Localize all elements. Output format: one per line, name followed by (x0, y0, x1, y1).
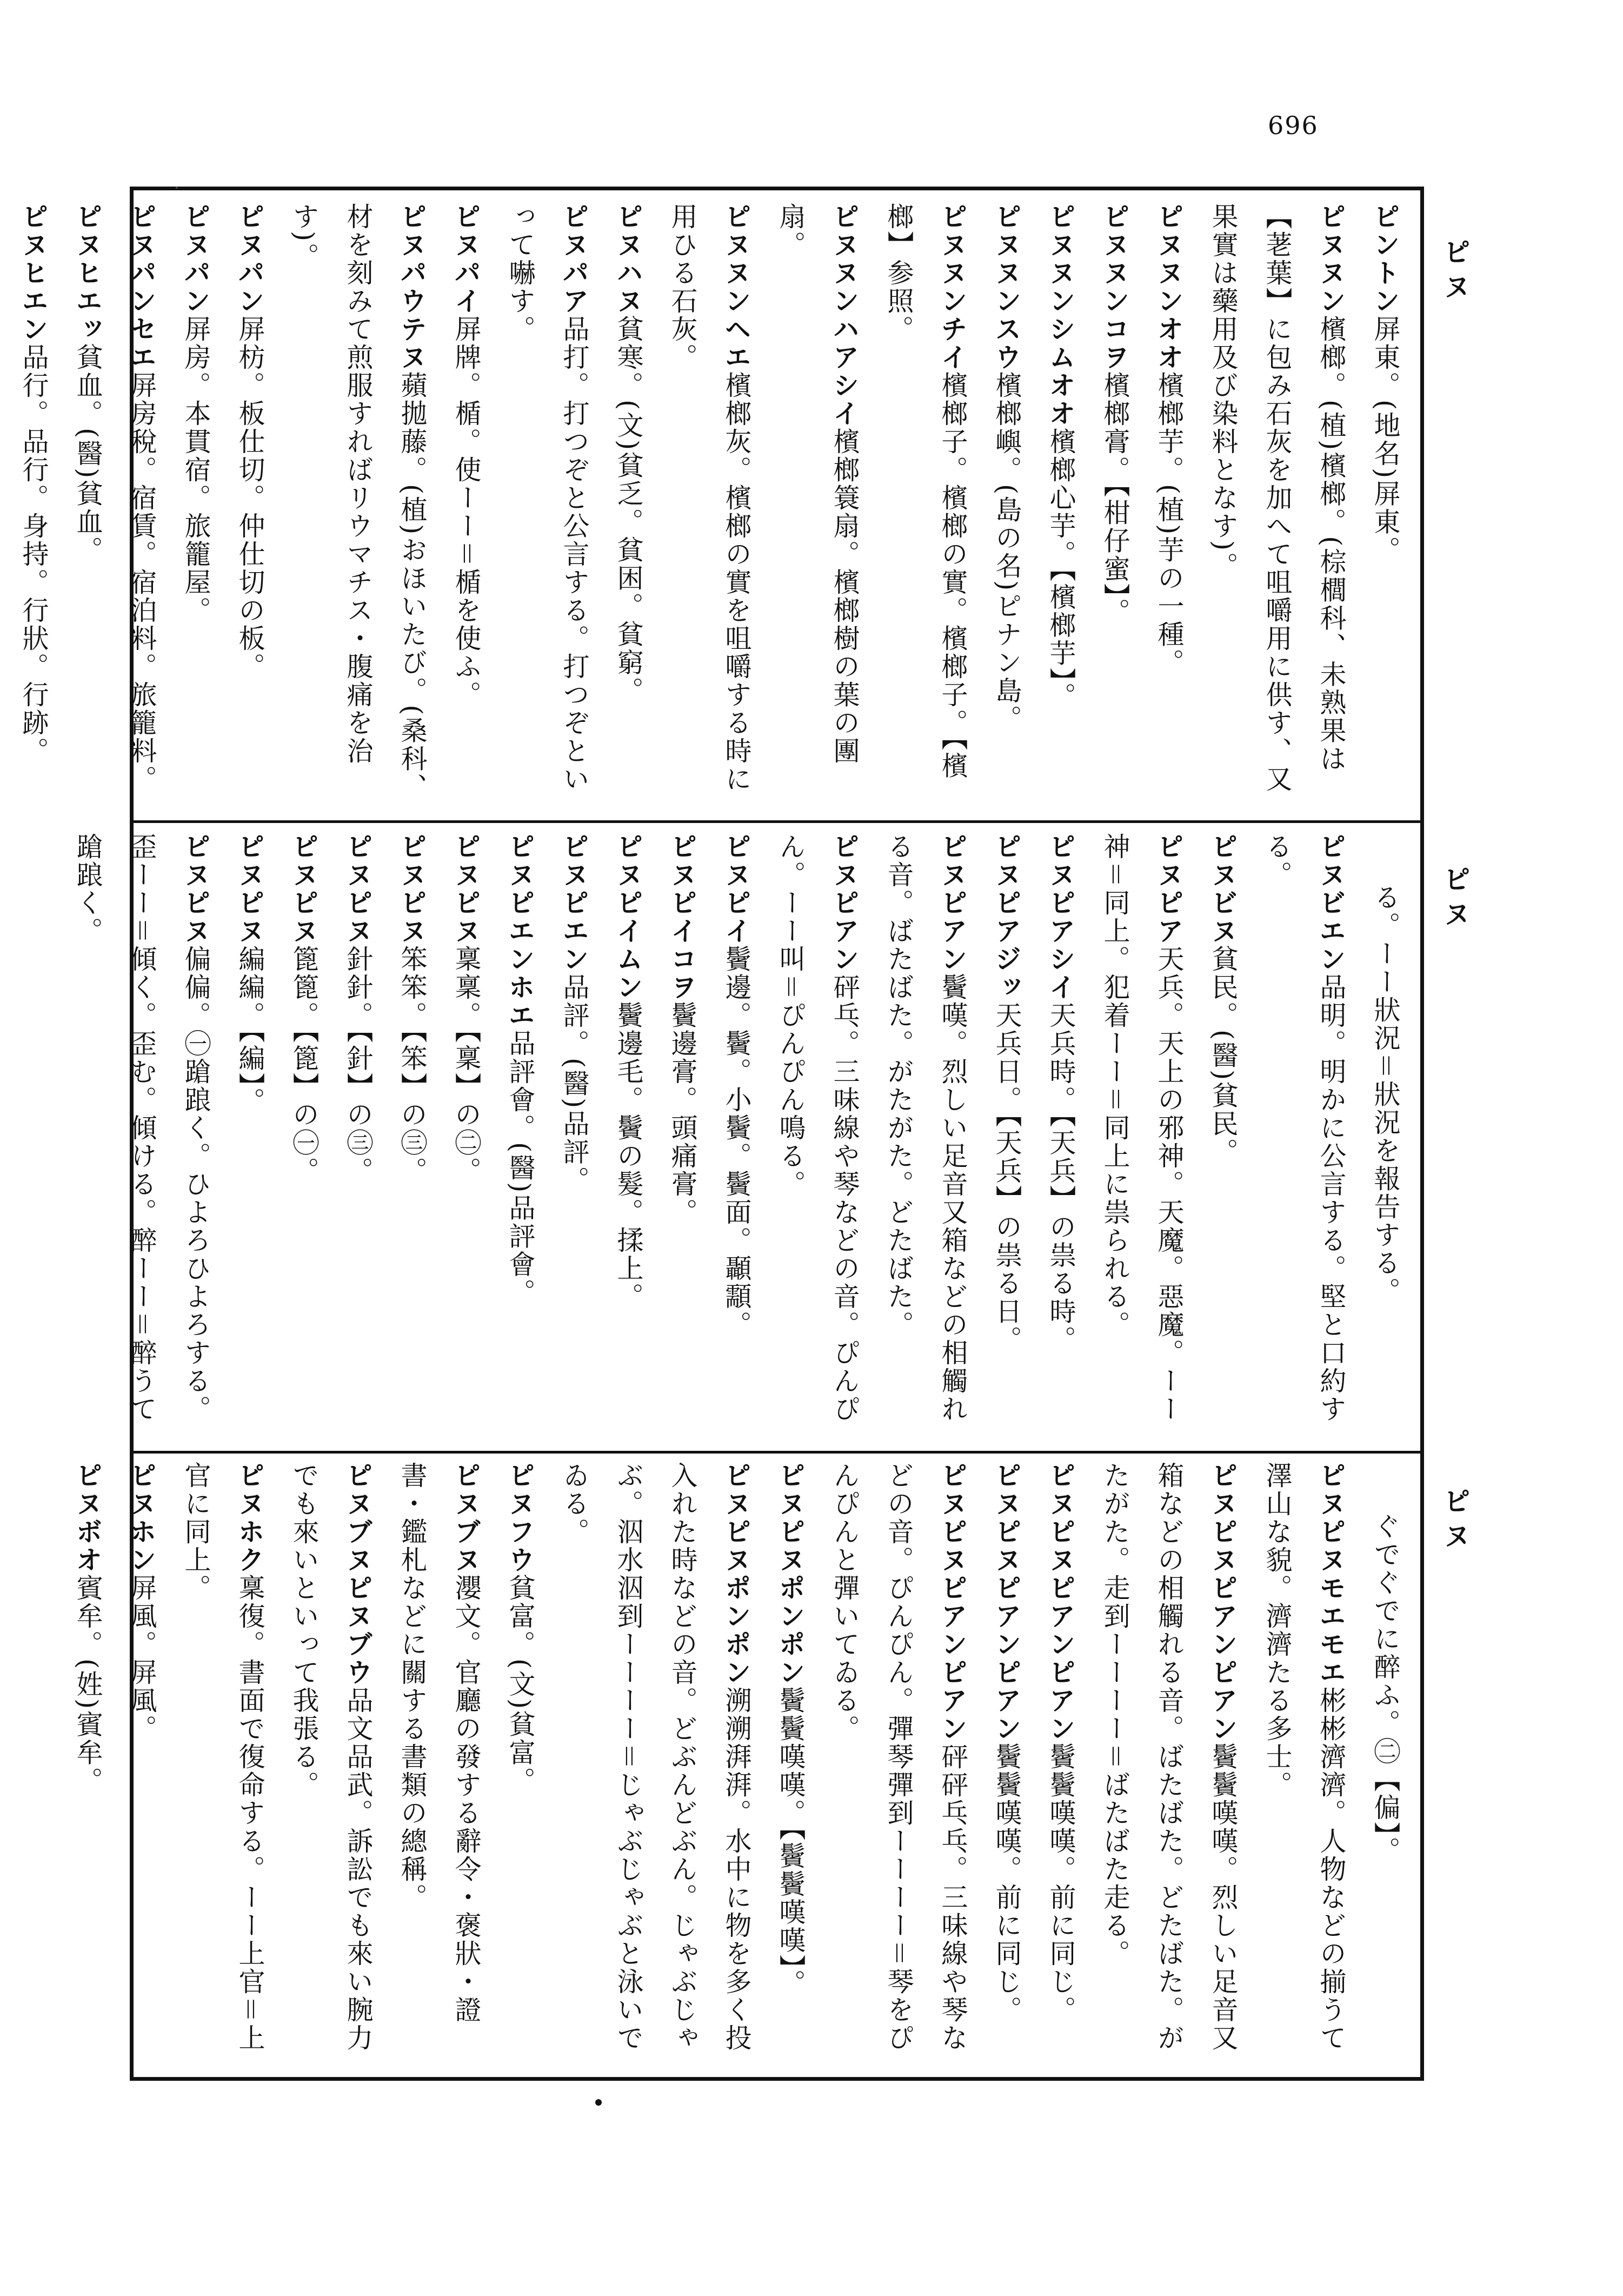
entry-headword: ピヌピイコヲ (667, 833, 698, 1001)
entry-definition: 檳榔芋。(植)芋の一種。 (1154, 371, 1185, 677)
entry-headword: ピヌピヌ (234, 833, 265, 945)
entry-definition: 貧富。(文)貧富。 (505, 1574, 536, 1795)
entry-definition: 屏房。本貫宿。旅籠屋。 (181, 315, 211, 625)
entry-headword: ピヌビヌ (1207, 833, 1239, 945)
entry-definition: 偏偏。㊀蹌踉く。ひよろひよろする。歪ーー＝傾く。歪む。傾ける。醉ーー＝醉うて蹌踉く。 (72, 833, 211, 1423)
dictionary-entry (385, 833, 439, 1441)
entry-headword: ピヌブヌピヌブウ (342, 1462, 374, 1687)
entry-definition: 鬢鬢嘆嘆。前に同じ。 (1046, 1743, 1076, 2024)
entry-definition: 檳榔子。檳榔の實。檳榔子。【檳榔】参照。 (883, 203, 968, 780)
dictionary-entry (601, 833, 655, 1441)
dictionary-section-top (18, 203, 1412, 808)
column-gutter-label: ピヌ (1439, 238, 1471, 307)
dictionary-entry (1196, 833, 1250, 1441)
dictionary-entry (331, 833, 385, 1441)
entry-definition: 檳榔簑扇。檳榔樹の葉の團扇。 (775, 203, 860, 765)
entry-headword: ピヌホン (126, 1462, 157, 1574)
entry-headword: ピヌピヌ (180, 833, 211, 945)
entry-definition: 檳榔灰。檳榔の實を咀嚼する時に用ひる石灰。 (667, 203, 752, 793)
entry-headword: ピヌビエン (1315, 833, 1347, 973)
entry-headword: ピヌパア (558, 203, 590, 315)
dictionary-entry (655, 833, 709, 1441)
entry-headword: ピヌピアジッ (991, 833, 1022, 1001)
entry-headword: ピヌピヌピアンピアン (991, 1462, 1022, 1743)
dictionary-entry (763, 203, 872, 808)
entry-definition: 鬢鬢嘆嘆。【鬢鬢嘆嘆】。 (775, 1687, 806, 1998)
dictionary-entry (439, 203, 493, 808)
entry-definition: 砰砰乓乓。三味線や琴などの音。ぴんぴん。彈琴彈到ーーーー＝琴をぴんぴんと彈いてゐる。 (829, 1462, 968, 2052)
dictionary-entry (223, 203, 277, 808)
dictionary-entry (763, 833, 872, 1441)
entry-definition: 檳榔心芋。【檳榔芋】。 (1046, 428, 1076, 711)
entry-headword: ピヌハヌ (613, 203, 644, 315)
dictionary-entry (980, 833, 1034, 1441)
entry-headword: ピヌピアン (829, 833, 860, 973)
dictionary-entry (1358, 203, 1412, 808)
entry-headword: ピヌボオ (72, 1462, 103, 1574)
dictionary-entry (872, 833, 980, 1441)
entry-headword: ピヌピアン (937, 833, 968, 973)
entry-definition: 鬢鬢嘆嘆。前に同じ。 (992, 1743, 1022, 2024)
entry-definition: 溯溯湃湃。水中に物を多く投入れた時などの音。どぶんどぶん。じゃぶじゃぶ。泅水泅到ーーーー＝じゃぶじゃぶと泳いでゐる。 (559, 1462, 752, 2052)
entry-definition: 鬢嘆。烈しい足音又箱などの相觸れる音。ばたばた。がたがた。どたばた。 (883, 833, 968, 1423)
entry-definition: 稟復。書面で復命する。ーー上官＝上官に同上。 (181, 1462, 265, 2052)
entry-definition: 砰乓。三味線や琴などの音。ぴんぴん。ーー叫＝ぴんぴん鳴る。 (775, 833, 860, 1423)
entry-headword: ピヌフウ (504, 1462, 536, 1574)
entry-definition: 品文品武。訴訟でも來い腕力でも來いといって我張る。 (289, 1462, 374, 2052)
dictionary-entry (385, 1462, 493, 2067)
entry-headword: ピヌピヌ (450, 833, 482, 945)
entry-definition: 屏牌。楯。使ーー＝楯を使ふ。 (451, 315, 482, 709)
dictionary-entry-continuation (1358, 833, 1412, 1441)
section-divider (134, 1451, 1420, 1454)
dictionary-entry (61, 203, 115, 808)
entry-definition: る。ーー狀況＝狀況を報告する。 (1370, 884, 1401, 1305)
entry-headword: ピヌピヌピアンピアン (1045, 1462, 1076, 1743)
dictionary-entry (817, 1462, 980, 2067)
dictionary-entry (277, 1462, 385, 2067)
dictionary-entry (763, 1462, 817, 2067)
entry-definition: 品評。(醫)品評。 (559, 973, 590, 1195)
dictionary-entry (1034, 833, 1088, 1441)
dictionary-entry (61, 1462, 115, 2067)
dictionary-entry (601, 203, 655, 808)
entry-headword: ピヌピヌ (288, 833, 320, 945)
entry-headword: ピヌピヌポンポン (775, 1462, 806, 1687)
dictionary-entry (980, 203, 1034, 808)
entry-definition: 彬彬濟濟。人物などの揃うて澤山な貌。濟濟たる多士。 (1262, 1462, 1347, 2052)
entry-headword: ピヌヒエッ (72, 203, 103, 343)
entry-headword: ピヌピエンホエ (504, 833, 536, 1030)
entry-definition: 品打。打つぞと公言する。打つぞといって嚇す。 (505, 203, 590, 793)
entry-definition: 貧寒。(文)貧乏。貧困。貧窮。 (613, 315, 644, 705)
entry-headword: ピヌピヌピアンピアン (1207, 1462, 1239, 1743)
entry-headword: ピヌヌンハアシイ (829, 203, 860, 428)
entry-definition: 天兵日。【天兵】の祟る日。 (992, 1001, 1022, 1354)
entry-definition: 貧民。(醫)貧民。 (1208, 945, 1239, 1166)
dictionary-entry (1196, 203, 1358, 808)
print-dot (595, 2099, 602, 2106)
entry-definition: 笨笨。【笨】の㊂。 (397, 945, 428, 1185)
entry-definition: 品明。明かに公言する。堅と口約する。 (1262, 833, 1347, 1423)
entry-definition: 賓牟。(姓)賓牟。 (72, 1574, 103, 1795)
dictionary-entry-continuation (1358, 1462, 1412, 2067)
entry-headword: ピヌピアシイ (1045, 833, 1076, 1001)
dictionary-entry (547, 1462, 763, 2067)
dictionary-entry (1088, 1462, 1250, 2067)
column-gutter-label: ピヌ (1439, 1487, 1471, 1556)
entry-definition: 屏枋。板仕切。仲仕切の板。 (235, 315, 265, 681)
dictionary-entry (439, 833, 493, 1441)
entry-definition: 檳榔。(植)檳榔。(棕櫚科、未熟果は【荖葉】に包み石灰を加へて咀嚼用に供す、又果實は藥用及び染料となす)。 (1208, 203, 1347, 793)
dictionary-section-middle (72, 833, 1412, 1441)
dictionary-entry (655, 203, 763, 808)
entry-headword: ピヌパイ (450, 203, 482, 315)
entry-headword: ピヌパン (234, 203, 265, 315)
entry-definition: 篦篦。【篦】の㊀。 (289, 945, 320, 1185)
dictionary-entry (980, 1462, 1034, 2067)
entry-headword: ピヌヌン (1315, 203, 1347, 315)
dictionary-entry (61, 833, 223, 1441)
dictionary-entry (1250, 833, 1358, 1441)
dictionary-entry (872, 203, 980, 808)
dictionary-entry (169, 203, 223, 808)
entry-headword: ピヌヌンオオ (1153, 203, 1185, 371)
entry-headword: ピヌパンセエ (126, 203, 157, 371)
entry-headword: ピヌピヌポンポン (721, 1462, 752, 1687)
entry-headword: ピヌピエン (558, 833, 590, 973)
dictionary-entry (1250, 1462, 1358, 2067)
entry-headword: ピヌピヌ (342, 833, 374, 945)
entry-headword: ピヌヌンチイ (937, 203, 968, 371)
entry-headword: ピヌピイ (721, 833, 752, 945)
dictionary-entry (6, 203, 61, 808)
entry-headword: ピヌピヌ (396, 833, 428, 945)
entry-headword: ピヌヌンスウ (991, 203, 1022, 371)
entry-headword: ピヌヌンヘエ (721, 203, 752, 371)
dictionary-entry (1088, 203, 1142, 808)
print-speck (176, 187, 178, 189)
entry-definition: 鬢邊。鬢。小鬢。鬢面。顳顬。 (721, 945, 752, 1339)
dictionary-section-bottom (72, 1462, 1412, 2067)
entry-definition: 屏風。屏風。 (127, 1574, 157, 1743)
entry-headword: ピヌパウテヌ (396, 203, 428, 371)
entry-definition: 天兵。天上の邪神。天魔。惡魔。ーー神＝同上。犯着ーー＝同上に祟られる。 (1100, 833, 1185, 1423)
dictionary-entry (547, 833, 601, 1441)
entry-headword: ピヌホク (234, 1462, 265, 1574)
entry-definition: 檳榔嶼。(島の名)ピナン島。 (992, 371, 1022, 733)
entry-headword: ピヌピヌピアンピアン (937, 1462, 968, 1743)
dictionary-entry (493, 203, 601, 808)
entry-definition: 品評會。(醫)品評會。 (505, 1030, 536, 1307)
dictionary-entry (1142, 203, 1196, 808)
dictionary-entry (277, 833, 331, 1441)
page-number: 696 (1268, 111, 1319, 140)
entry-definition: 稟稟。【稟】の㊁。 (451, 945, 482, 1185)
dictionary-entry (277, 203, 439, 808)
entry-definition: 檳榔膏。【柑仔蜜】。 (1100, 371, 1130, 626)
entry-definition: 鬢邊毛。鬢の髮。揉上。 (613, 1001, 644, 1311)
entry-headword: ピヌブヌ (450, 1462, 482, 1574)
dictionary-entry (223, 833, 277, 1441)
dictionary-entry (1088, 833, 1196, 1441)
section-divider (134, 820, 1420, 823)
entry-definition: 貧血。(醫)貧血。 (72, 343, 103, 565)
entry-definition: 屏房稅。宿賃。宿泊料。旅籠料。 (127, 371, 157, 793)
dictionary-entry (0, 203, 6, 808)
entry-definition: 品行。品行。身持。行狀。行跡。 (18, 343, 49, 765)
entry-definition: ぐでぐでに醉ふ。㊁【偏】。 (1370, 1512, 1401, 1865)
dictionary-entry (1034, 1462, 1088, 2067)
entry-definition: 屏東。(地名)屏東。 (1370, 315, 1401, 565)
dictionary-entry (709, 833, 763, 1441)
entry-headword: ピヌヒエン (18, 203, 49, 343)
entry-definition: 針針。【針】の㊂。 (343, 945, 374, 1185)
entry-definition: 編編。【編】。 (235, 945, 265, 1116)
entry-headword: ピヌパン (180, 203, 211, 315)
entry-definition: 鬢邊膏。頭痛膏。 (667, 1001, 698, 1226)
entry-headword: ピヌヌンシムオオ (1045, 203, 1076, 428)
dictionary-entry (115, 1462, 169, 2067)
entry-headword: ピヌピア (1153, 833, 1185, 945)
dictionary-entry (115, 203, 169, 808)
entry-headword: ピヌピヌモエモエ (1315, 1462, 1347, 1687)
column-gutter-label: ピヌ (1439, 865, 1471, 934)
entry-headword: ピントン (1369, 203, 1401, 315)
dictionary-entry (169, 1462, 277, 2067)
entry-definition: 蘋拋藤。(植)おほいたび。(桑科、材を刻みて煎服すればリウマチス・腹痛を治す)。 (289, 203, 428, 801)
dictionary-entry (493, 1462, 547, 2067)
entry-headword: ピヌヌンコヲ (1099, 203, 1130, 371)
entry-headword: ピヌピイムン (613, 833, 644, 1001)
dictionary-entry (493, 833, 547, 1441)
entry-definition: 鬢鬢嘆嘆。烈しい足音又箱などの相觸れる音。ばたばた。どたばた。がたがた。走到ーーーー＝ばたばた走る。 (1100, 1462, 1239, 2052)
dictionary-entry (1034, 203, 1088, 808)
entry-definition: 瀴文。官廳の發する辭令・褒狀・證書・鑑札などに關する書類の總稱。 (397, 1462, 482, 2024)
entry-definition: 天兵時。【天兵】の祟る時。 (1046, 1001, 1076, 1354)
